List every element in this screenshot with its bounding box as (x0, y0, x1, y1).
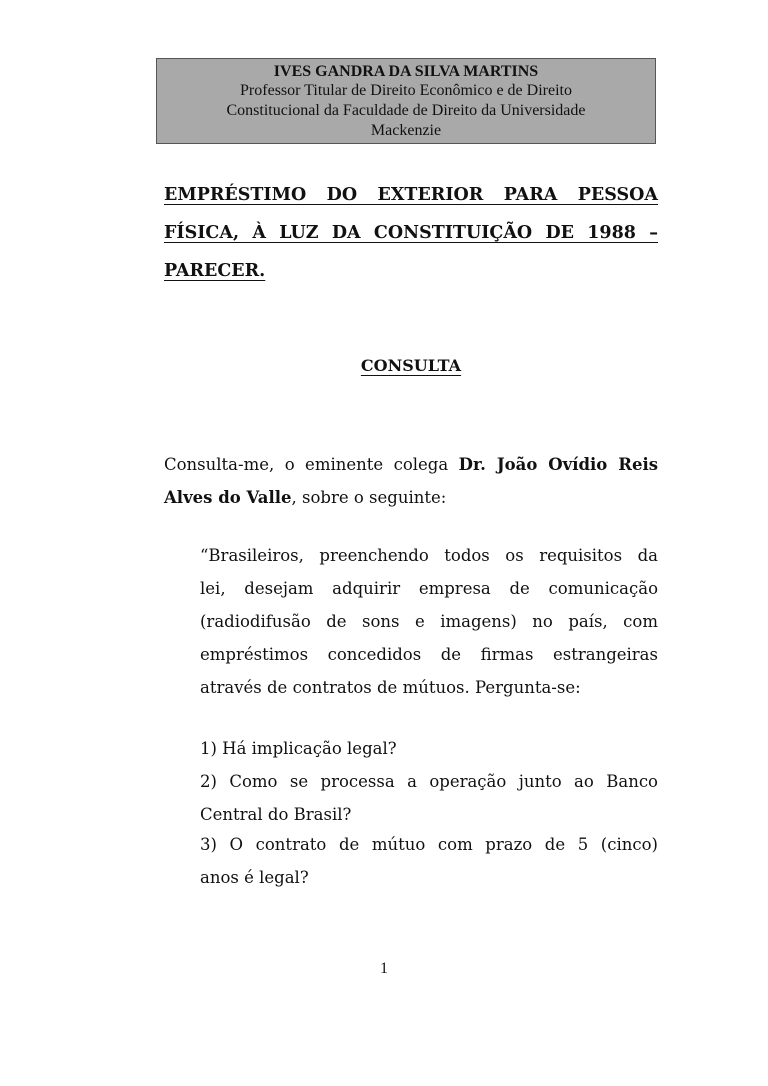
page-number: 1 (380, 960, 388, 977)
intro-line-2 (164, 481, 658, 514)
author-title-line-2: Constitucional da Faculdade de Direito da Universidade (226, 102, 586, 119)
title-line-3: PARECER. (164, 261, 266, 281)
question-3-line-2: anos é legal? (200, 868, 309, 887)
intro-line-1 (164, 448, 658, 481)
question-3 (200, 828, 658, 894)
author-header-box (156, 58, 656, 144)
quote-line: empréstimos concedidos de firmas estrangeiras (200, 645, 658, 664)
author-title-line-1: Professor Titular de Direito Econômico e de Direito (240, 82, 572, 99)
question-1 (200, 732, 658, 765)
question-2-line-2: Central do Brasil? (200, 805, 352, 824)
intro-text-end: , sobre o seguinte: (291, 488, 447, 507)
question-3-line-1: 3) O contrato de mútuo com prazo de 5 (cinco) (200, 835, 658, 854)
quote-line: (radiodifusão de sons e imagens) no país, com (200, 612, 658, 631)
quote-line: através de contratos de mútuos. Pergunta-se: (200, 678, 581, 697)
section-heading: CONSULTA (360, 356, 462, 375)
document-title (164, 176, 658, 290)
author-name: IVES GANDRA DA SILVA MARTINS (273, 63, 539, 80)
question-2-line-1: 2) Como se processa a operação junto ao Banco (200, 772, 658, 791)
quote-line: “Brasileiros, preenchendo todos os requisitos da (200, 546, 658, 565)
colleague-name-part-1: Dr. João Ovídio Reis (458, 455, 659, 474)
title-line-1: EMPRÉSTIMO DO EXTERIOR PARA PESSOA (164, 185, 658, 205)
question-1-text: 1) Há implicação legal? (200, 739, 397, 758)
colleague-name-part-2: Alves do Valle (164, 488, 292, 507)
intro-text: Consulta-me, o eminente colega (164, 455, 459, 474)
title-line-2: FÍSICA, À LUZ DA CONSTITUIÇÃO DE 1988 – (164, 223, 658, 243)
quote-paragraph (200, 539, 658, 704)
intro-paragraph (164, 448, 658, 514)
quote-line: lei, desejam adquirir empresa de comunicação (200, 579, 658, 598)
question-2 (200, 765, 658, 831)
author-title-line-3: Mackenzie (370, 122, 442, 139)
